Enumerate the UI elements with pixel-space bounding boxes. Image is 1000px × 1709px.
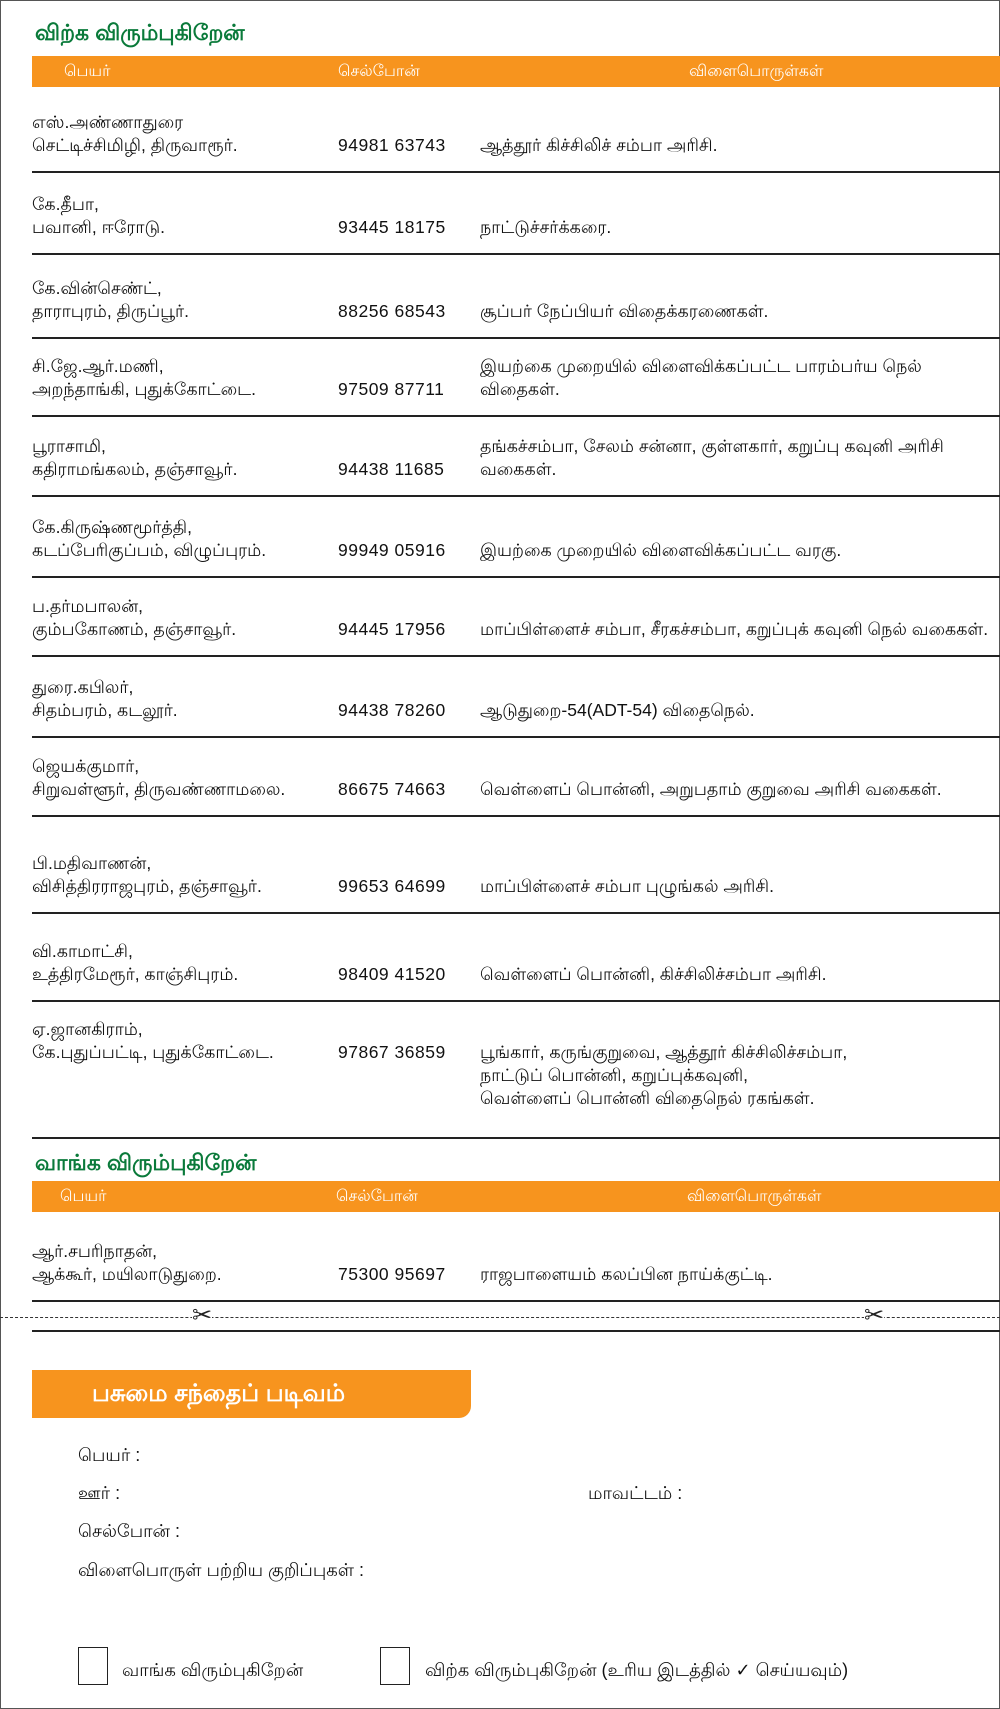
products: ஆடுதுறை-54(ADT-54) விதைநெல்.: [480, 700, 755, 720]
products: பூங்கார், கருங்குறுவை, ஆத்தூர் கிச்சிலிச்சம்பா, நாட்டுப் பொன்னி, கறுப்புக்கவுனி, வெள்ளைப் பொன்னி விதைநெல் ரகங்கள்.: [480, 1042, 848, 1108]
divider: [32, 1330, 1000, 1332]
person-place: அறந்தாங்கி, புதுக்கோட்டை.: [32, 379, 256, 399]
person-place: கே.புதுப்பட்டி, புதுக்கோட்டை.: [32, 1042, 274, 1062]
products: மாப்பிள்ளைச் சம்பா புழுங்கல் அரிசி.: [480, 876, 774, 896]
sell-table-header: [32, 56, 1000, 87]
seller-name-place: [32, 516, 266, 562]
table-row: [32, 578, 1000, 657]
phone-number: 98409 41520: [338, 964, 446, 984]
person-name: ஜெயக்குமார்,: [32, 756, 140, 776]
header-name: பெயர்: [60, 1188, 107, 1205]
products: தங்கச்சம்பா, சேலம் சன்னா, குள்ளகார், கறுப்பு கவுனி அரிசி வகைகள்.: [480, 436, 944, 479]
phone-number: 86675 74663: [338, 779, 446, 799]
form-district-label: மாவட்டம் :: [588, 1483, 683, 1503]
form-name-label: பெயர் :: [78, 1445, 141, 1465]
seller-name-place: [32, 435, 237, 481]
buy-option-label: வாங்க விரும்புகிறேன்: [122, 1660, 304, 1680]
scissors-icon: ✂: [192, 1302, 213, 1329]
person-place: தாராபுரம், திருப்பூர்.: [32, 301, 189, 321]
seller-name-place: [32, 193, 165, 239]
buy-checkbox[interactable]: [78, 1647, 108, 1685]
person-place: உத்திரமேரூர், காஞ்சிபுரம்.: [32, 964, 239, 984]
products: ராஜபாளையம் கலப்பின நாய்க்குட்டி.: [480, 1264, 773, 1284]
table-row: [32, 255, 1000, 339]
person-name: ப.தர்மபாலன்,: [32, 596, 144, 616]
products: வெள்ளைப் பொன்னி, கிச்சிலிச்சம்பா அரிசி.: [480, 964, 827, 984]
phone-number: 75300 95697: [338, 1264, 446, 1284]
form-notes-label: விளைபொருள் பற்றிய குறிப்புகள் :: [78, 1560, 364, 1580]
person-name: வி.காமாட்சி,: [32, 941, 133, 961]
person-name: கே.தீபா,: [32, 194, 99, 214]
person-name: ஆர்.சபரிநாதன்,: [32, 1241, 158, 1261]
person-name: பி.மதிவாணன்,: [32, 853, 152, 873]
header-name: பெயர்: [64, 63, 111, 80]
person-name: கே.வின்செண்ட்,: [32, 278, 162, 298]
person-place: கதிராமங்கலம், தஞ்சாவூர்.: [32, 459, 238, 479]
phone-number: 97509 87711: [338, 379, 445, 399]
person-place: விசித்திரராஜபுரம், தஞ்சாவூர்.: [32, 876, 262, 896]
sell-checkbox[interactable]: [380, 1647, 410, 1685]
seller-name-place: [32, 111, 238, 157]
person-name: துரை.கபிலர்,: [32, 677, 134, 697]
buy-section-title: வாங்க விரும்புகிறேன்: [35, 1150, 257, 1175]
seller-name-place: [32, 1240, 222, 1286]
table-row: [32, 738, 1000, 817]
form-phone-label: செல்போன் :: [78, 1521, 180, 1541]
person-name: சி.ஜே.ஆர்.மணி,: [32, 356, 164, 376]
table-row: [32, 914, 1000, 1002]
table-row: [32, 657, 1000, 738]
phone-number: 99949 05916: [338, 540, 446, 560]
buy-table-header: [32, 1181, 1000, 1212]
phone-number: 94438 11685: [338, 459, 445, 479]
products: சூப்பர் நேப்பியர் விதைக்கரணைகள்.: [480, 301, 769, 321]
seller-name-place: [32, 595, 236, 641]
person-place: சிறுவள்ளூர், திருவண்ணாமலை.: [32, 779, 286, 799]
form-village-label: ஊர் :: [78, 1483, 121, 1503]
seller-name-place: [32, 1018, 274, 1064]
person-name: ஏ.ஜானகிராம்,: [32, 1019, 143, 1039]
seller-name-place: [32, 940, 238, 986]
form-title: பசுமை சந்தைப் படிவம்: [92, 1380, 346, 1407]
phone-number: 93445 18175: [338, 217, 446, 237]
buy-table: [32, 1212, 1000, 1302]
phone-number: 94445 17956: [338, 619, 446, 639]
seller-name-place: [32, 676, 178, 722]
person-name: எஸ்.அண்ணாதுரை: [32, 112, 184, 132]
form-title-banner: [32, 1370, 471, 1418]
products: வெள்ளைப் பொன்னி, அறுபதாம் குறுவை அரிசி வகைகள்.: [480, 779, 942, 799]
products: மாப்பிள்ளைச் சம்பா, சீரகச்சம்பா, கறுப்புக் கவுனி நெல் வகைகள்.: [480, 619, 989, 639]
products: நாட்டுச்சர்க்கரை.: [480, 217, 612, 237]
phone-number: 94981 63743: [338, 135, 446, 155]
table-row: [32, 497, 1000, 578]
person-place: கடப்பேரிகுப்பம், விழுப்புரம்.: [32, 540, 267, 560]
phone-number: 97867 36859: [338, 1042, 446, 1062]
table-row: [32, 1002, 1000, 1139]
products: ஆத்தூர் கிச்சிலிச் சம்பா அரிசி.: [480, 135, 718, 155]
person-place: சிதம்பரம், கடலூர்.: [32, 700, 178, 720]
products: இயற்கை முறையில் விளைவிக்கப்பட்ட வரகு.: [480, 540, 842, 560]
seller-name-place: [32, 852, 262, 898]
table-row: [32, 417, 1000, 497]
person-place: கும்பகோணம், தஞ்சாவூர்.: [32, 619, 237, 639]
cut-line: [0, 1317, 1000, 1318]
table-row: [32, 817, 1000, 914]
phone-number: 99653 64699: [338, 876, 446, 896]
phone-number: 94438 78260: [338, 700, 446, 720]
sell-option-label: விற்க விரும்புகிறேன் (உரிய இடத்தில் ✓ செய்யவும்): [425, 1660, 849, 1680]
table-row: [32, 1212, 1000, 1302]
scissors-icon: ✂: [864, 1302, 885, 1329]
seller-name-place: [32, 277, 189, 323]
person-place: செட்டிச்சிமிழி, திருவாரூர்.: [32, 135, 238, 155]
table-row: [32, 339, 1000, 417]
table-row: [32, 87, 1000, 173]
person-place: ஆக்கூர், மயிலாடுதுறை.: [32, 1264, 222, 1284]
header-phone: செல்போன்: [338, 63, 420, 80]
phone-number: 88256 68543: [338, 301, 446, 321]
header-products: விளைபொருள்கள்: [687, 1188, 822, 1205]
header-products: விளைபொருள்கள்: [689, 63, 824, 80]
sell-table: [32, 87, 1000, 1139]
sell-section-title: விற்க விரும்புகிறேன்: [35, 20, 245, 45]
person-place: பவானி, ஈரோடு.: [32, 217, 166, 237]
seller-name-place: [32, 755, 285, 801]
products: இயற்கை முறையில் விளைவிக்கப்பட்ட பாரம்பர்ய நெல் விதைகள்.: [480, 356, 922, 399]
table-row: [32, 173, 1000, 255]
header-phone: செல்போன்: [336, 1188, 418, 1205]
person-name: பூராசாமி,: [32, 436, 106, 456]
seller-name-place: [32, 355, 256, 401]
person-name: கே.கிருஷ்ணமூர்த்தி,: [32, 517, 193, 537]
